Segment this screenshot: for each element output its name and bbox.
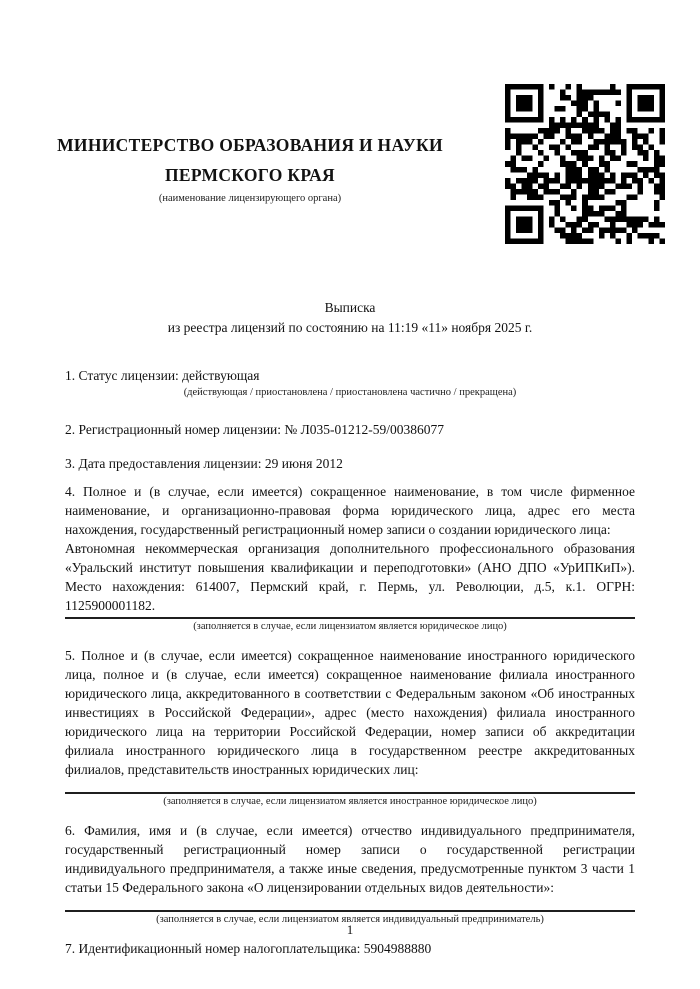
individual-entrepreneur-caption: (заполняется в случае, если лицензиатом является индивидуальный предприниматель) bbox=[156, 914, 544, 925]
item-grant-date bbox=[65, 454, 635, 474]
license-status-options-caption: (действующая / приостановлена / приостановлена частично / прекращена) bbox=[183, 387, 517, 398]
taxpayer-number-text: 7. Идентификационный номер налогоплательщика: 5904988880 bbox=[65, 941, 432, 956]
document-title-line2: из реестра лицензий по состоянию на 11:19 «11» ноября 2025 г. bbox=[167, 320, 533, 335]
ministry-caption: (наименование лицензирующего органа) bbox=[158, 193, 342, 204]
registration-number-text: 2. Регистрационный номер лицензии: № Л035-01212-59/00386077 bbox=[65, 422, 445, 437]
ministry-name-line2: ПЕРМСКОГО КРАЯ bbox=[165, 165, 335, 185]
foreign-entity-separator-line bbox=[65, 792, 635, 794]
foreign-entity-caption: (заполняется в случае, если лицензиатом является иностранное юридическое лицо) bbox=[163, 796, 537, 807]
item-legal-entity bbox=[65, 482, 635, 634]
individual-entrepreneur-empty-value bbox=[65, 897, 635, 908]
item-foreign-entity bbox=[65, 646, 635, 809]
item-registration-number bbox=[65, 420, 635, 440]
document-title bbox=[65, 298, 635, 338]
foreign-entity-label: 5. Полное и (в случае, если имеется) сокращенное наименование иностранного юридического лица, полное и (в случае, если имеется) сокращенное наименование филиала иностранного юридического лица, аккредитованного в соответствии с Федеральным законом «Об иностранных инвестициях в Российской Федерации», адрес (место нахождения) филиала иностранного юридического лица на территории Российской Федерации, номер записи об аккредитации филиала иностранного юридического лица в государственном реестре аккредитованных филиалов, представительств иностранных юридических лиц: bbox=[65, 648, 635, 777]
qr-code-icon bbox=[505, 84, 665, 244]
item-taxpayer-number bbox=[65, 939, 635, 959]
licensing-authority-header bbox=[0, 130, 500, 206]
legal-entity-label: 4. Полное и (в случае, если имеется) сокращенное наименование, в том числе фирменное наименование, и организационно-правовая форма юридического лица, адрес его места нахождения, государственный регистрационный номер записи о создании юридического лица: bbox=[65, 484, 635, 537]
foreign-entity-empty-value bbox=[65, 779, 635, 790]
item-individual-entrepreneur bbox=[65, 821, 635, 927]
legal-entity-separator-line bbox=[65, 617, 635, 619]
license-status-text: 1. Статус лицензии: действующая bbox=[65, 368, 260, 383]
legal-entity-caption: (заполняется в случае, если лицензиатом является юридическое лицо) bbox=[193, 621, 507, 632]
document-body bbox=[65, 366, 635, 959]
page-number: 1 bbox=[346, 922, 354, 937]
ministry-name-line1: МИНИСТЕРСТВО ОБРАЗОВАНИЯ И НАУКИ bbox=[57, 135, 443, 155]
individual-entrepreneur-separator-line bbox=[65, 910, 635, 912]
individual-entrepreneur-label: 6. Фамилия, имя и (в случае, если имеется) отчество индивидуального предпринимателя, государственный регистрационный номер записи о государственной регистрации индивидуального предпринимателя, а также иные сведения, предусмотренные пунктом 3 части 1 статьи 15 Федерального закона «О лицензировании отдельных видов деятельности»: bbox=[65, 823, 635, 895]
grant-date-text: 3. Дата предоставления лицензии: 29 июня 2012 bbox=[65, 456, 343, 471]
item-license-status bbox=[65, 366, 635, 400]
document-title-line1: Выписка bbox=[324, 300, 376, 315]
legal-entity-value: Автономная некоммерческая организация дополнительного профессионального образования «Уральский институт повышения квалификации и переподготовки» (АНО ДПО «УрИПКиП»). Место нахождения: 614007, Пермский край, г. Пермь, ул. Революции, д.5, к.1. ОГРН: 1125900001182. bbox=[65, 541, 635, 613]
